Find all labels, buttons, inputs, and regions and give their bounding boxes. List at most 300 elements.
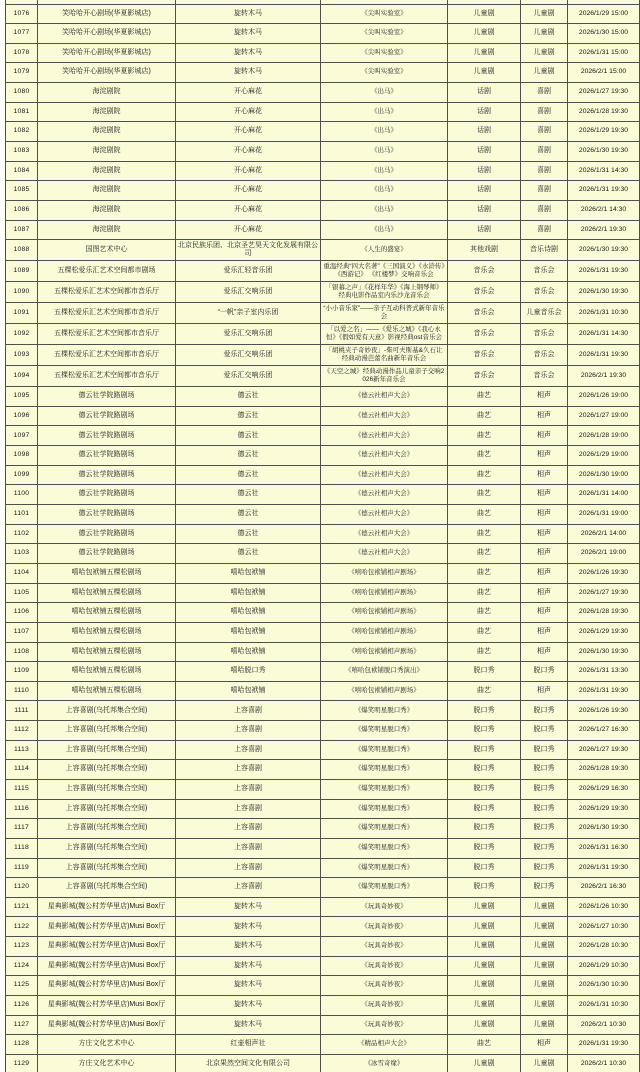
- table-row: [6, 681, 640, 701]
- cell-id: 1113: [6, 740, 38, 760]
- cell-datetime: 2026/2/1 10:30: [568, 1015, 640, 1035]
- cell-datetime: 2026/1/28 10:30: [568, 937, 640, 957]
- cell-category: 脱口秀: [448, 780, 521, 800]
- table-row: [6, 799, 640, 819]
- cell-subcategory: 儿童剧: [521, 917, 568, 937]
- cell-category: 曲艺: [448, 1035, 521, 1055]
- cell-subcategory: 儿童剧: [521, 937, 568, 957]
- cell-troupe: 上容喜剧: [176, 760, 321, 780]
- cell-venue: 国图艺术中心: [38, 240, 176, 261]
- cell-subcategory: 喜剧: [521, 141, 568, 161]
- cell-venue: 星典影城(魏公村芳华里店)Musi Box厅: [38, 917, 176, 937]
- cell-category: 儿童剧: [448, 956, 521, 976]
- cell-datetime: 2026/1/29 19:30: [568, 122, 640, 142]
- cell-category: 音乐会: [448, 261, 521, 282]
- cell-venue: 五棵松爱乐汇艺术空间都市音乐厅: [38, 366, 176, 387]
- cell-venue: 星典影城(魏公村芳华里店)Musi Box厅: [38, 1015, 176, 1035]
- cell-subcategory: 音乐会: [521, 282, 568, 303]
- cell-id: 1114: [6, 760, 38, 780]
- cell-datetime: 2026/1/29 16:30: [568, 780, 640, 800]
- cell-title: 《出马》: [321, 220, 448, 240]
- cell-category: 曲艺: [448, 524, 521, 544]
- cell-troupe: 上容喜剧: [176, 858, 321, 878]
- cell-category: 脱口秀: [448, 721, 521, 741]
- cell-troupe: 德云社: [176, 465, 321, 485]
- cell-troupe: 旋转木马: [176, 4, 321, 24]
- cell-datetime: 2026/1/27 19:30: [568, 583, 640, 603]
- table-row: [6, 701, 640, 721]
- table-row: [6, 426, 640, 446]
- cell-subcategory: 相声: [521, 465, 568, 485]
- table-row: [6, 740, 640, 760]
- cell-troupe: 开心麻花: [176, 161, 321, 181]
- cell-title: 《德云社相声大会》: [321, 446, 448, 466]
- table-row: [6, 996, 640, 1016]
- cell-id: 1108: [6, 642, 38, 662]
- cell-troupe: 开心麻花: [176, 83, 321, 103]
- cell-datetime: 2026/1/27 10:30: [568, 917, 640, 937]
- cell-troupe: 上容喜剧: [176, 819, 321, 839]
- cell-venue: 上容喜剧(乌托邦集合空间): [38, 721, 176, 741]
- table-row: [6, 642, 640, 662]
- cell-troupe: 德云社: [176, 446, 321, 466]
- cell-venue: 海淀剧院: [38, 102, 176, 122]
- cell-troupe: 红壶相声社: [176, 1035, 321, 1055]
- cell-datetime: 2026/1/29 19:00: [568, 446, 640, 466]
- cell-category: 音乐会: [448, 345, 521, 366]
- table-row: [6, 387, 640, 407]
- table-row: [6, 4, 640, 24]
- cell-datetime: 2026/1/30 19:30: [568, 819, 640, 839]
- cell-datetime: 2026/2/1 19:30: [568, 220, 640, 240]
- cell-subcategory: 相声: [521, 485, 568, 505]
- cell-title: 「银幕之声」《花样年华》《海上钢琴师》经典电影作品室内乐沙龙音乐会: [321, 282, 448, 303]
- cell-subcategory: 音乐会: [521, 324, 568, 345]
- table-row: [6, 956, 640, 976]
- cell-venue: 德云社学院路剧场: [38, 524, 176, 544]
- cell-datetime: 2026/1/28 19:30: [568, 102, 640, 122]
- cell-datetime: 2026/1/29 19:30: [568, 799, 640, 819]
- cell-datetime: 2026/1/31 14:00: [568, 485, 640, 505]
- cell-id: 1120: [6, 878, 38, 898]
- cell-title: 《嘻哈包袱铺相声剧场》: [321, 642, 448, 662]
- cell-subcategory: 脱口秀: [521, 740, 568, 760]
- cell-venue: 上容喜剧(乌托邦集合空间): [38, 780, 176, 800]
- cell-title: 《玩具奇妙夜》: [321, 996, 448, 1016]
- cell-datetime: 2026/1/28 19:00: [568, 426, 640, 446]
- cell-datetime: 2026/2/1 14:30: [568, 200, 640, 220]
- cell-venue: 星典影城(魏公村芳华里店)Musi Box厅: [38, 976, 176, 996]
- cell-id: 1076: [6, 4, 38, 24]
- cell-id: 1107: [6, 622, 38, 642]
- cell-id: 1112: [6, 721, 38, 741]
- cell-venue: 笑哈哈开心剧场(华夏影城店): [38, 63, 176, 83]
- cell-datetime: 2026/1/26 19:00: [568, 387, 640, 407]
- cell-title: 《爆笑明星脱口秀》: [321, 819, 448, 839]
- cell-troupe: 开心麻花: [176, 122, 321, 142]
- cell-subcategory: 脱口秀: [521, 721, 568, 741]
- cell-title: 《爆笑明星脱口秀》: [321, 701, 448, 721]
- cell-id: 1122: [6, 917, 38, 937]
- cell-troupe: 旋转木马: [176, 1015, 321, 1035]
- cell-category: 脱口秀: [448, 838, 521, 858]
- table-row: [6, 345, 640, 366]
- cell-troupe: 旋转木马: [176, 917, 321, 937]
- cell-id: 1117: [6, 819, 38, 839]
- cell-title: 《爆笑明星脱口秀》: [321, 721, 448, 741]
- table-row: [6, 563, 640, 583]
- cell-troupe: 上容喜剧: [176, 721, 321, 741]
- cell-datetime: 2026/1/28 19:30: [568, 760, 640, 780]
- cell-venue: 笑哈哈开心剧场(华夏影城店): [38, 4, 176, 24]
- cell-category: 儿童剧: [448, 976, 521, 996]
- cell-id: 1077: [6, 24, 38, 44]
- cell-venue: 星典影城(魏公村芳华里店)Musi Box厅: [38, 937, 176, 957]
- cell-datetime: 2026/1/28 19:30: [568, 603, 640, 623]
- cell-subcategory: 儿童剧: [521, 897, 568, 917]
- cell-troupe: 旋转木马: [176, 24, 321, 44]
- cell-id: 1102: [6, 524, 38, 544]
- cell-troupe: 北京民族乐团、北京圣艺昊天文化发展有限公司: [176, 240, 321, 261]
- cell-subcategory: 音乐会: [521, 261, 568, 282]
- cell-title: 《嘻哈包袱铺相声剧场》: [321, 563, 448, 583]
- table-row: [6, 622, 640, 642]
- table-row: [6, 324, 640, 345]
- cell-subcategory: 音乐会: [521, 345, 568, 366]
- cell-venue: 上容喜剧(乌托邦集合空间): [38, 838, 176, 858]
- cell-datetime: 2026/1/31 10:30: [568, 996, 640, 1016]
- cell-datetime: 2026/2/1 19:00: [568, 544, 640, 564]
- cell-category: 音乐会: [448, 303, 521, 324]
- cell-category: 儿童剧: [448, 996, 521, 1016]
- cell-category: 其他戏剧: [448, 240, 521, 261]
- cell-id: 1079: [6, 63, 38, 83]
- cell-title: 《德云社相声大会》: [321, 465, 448, 485]
- table-row: [6, 141, 640, 161]
- cell-id: 1092: [6, 324, 38, 345]
- cell-subcategory: 喜剧: [521, 83, 568, 103]
- cell-datetime: 2026/1/31 19:30: [568, 1035, 640, 1055]
- cell-venue: 五棵松爱乐汇艺术空间都市音乐厅: [38, 345, 176, 366]
- cell-datetime: 2026/1/31 19:30: [568, 858, 640, 878]
- table-row: [6, 897, 640, 917]
- cell-category: 曲艺: [448, 406, 521, 426]
- cell-troupe: 旋转木马: [176, 976, 321, 996]
- cell-troupe: 旋转木马: [176, 937, 321, 957]
- cell-troupe: 旋转木马: [176, 956, 321, 976]
- cell-troupe: 嘻哈脱口秀: [176, 662, 321, 682]
- cell-category: 曲艺: [448, 505, 521, 525]
- table-row: [6, 24, 640, 44]
- cell-title: “小小音乐家”——亲子互动科普式新年音乐会: [321, 303, 448, 324]
- cell-subcategory: 相声: [521, 524, 568, 544]
- cell-subcategory: 喜剧: [521, 122, 568, 142]
- cell-troupe: 开心麻花: [176, 102, 321, 122]
- table-row: [6, 240, 640, 261]
- cell-category: 脱口秀: [448, 740, 521, 760]
- cell-category: 儿童剧: [448, 24, 521, 44]
- cell-category: 曲艺: [448, 544, 521, 564]
- table-row: [6, 819, 640, 839]
- cell-troupe: 德云社: [176, 485, 321, 505]
- table-row: [6, 858, 640, 878]
- cell-category: 曲艺: [448, 465, 521, 485]
- cell-id: 1104: [6, 563, 38, 583]
- cell-title: 《德云社相声大会》: [321, 426, 448, 446]
- cell-title: 「以爱之名」——《爱乐之城》《我心永恒》《假如爱有天意》影视经典ost音乐会: [321, 324, 448, 345]
- cell-troupe: 上容喜剧: [176, 701, 321, 721]
- cell-subcategory: 相声: [521, 1035, 568, 1055]
- table-row: [6, 200, 640, 220]
- cell-troupe: 北京果然空间文化有限公司: [176, 1054, 321, 1072]
- cell-venue: 星典影城(魏公村芳华里店)Musi Box厅: [38, 996, 176, 1016]
- cell-venue: 方庄文化艺术中心: [38, 1035, 176, 1055]
- cell-title: 《玩具奇妙夜》: [321, 937, 448, 957]
- cell-subcategory: 相声: [521, 583, 568, 603]
- cell-category: 曲艺: [448, 603, 521, 623]
- cell-venue: 上容喜剧(乌托邦集合空间): [38, 760, 176, 780]
- cell-id: 1124: [6, 956, 38, 976]
- cell-datetime: 2026/1/31 19:30: [568, 181, 640, 201]
- cell-category: 曲艺: [448, 681, 521, 701]
- cell-datetime: 2026/1/29 15:00: [568, 4, 640, 24]
- cell-venue: 上容喜剧(乌托邦集合空间): [38, 878, 176, 898]
- cell-subcategory: 儿童剧: [521, 1054, 568, 1072]
- cell-id: 1084: [6, 161, 38, 181]
- cell-id: 1116: [6, 799, 38, 819]
- cell-venue: 嘻哈包袱铺五棵松剧场: [38, 622, 176, 642]
- table-row: [6, 662, 640, 682]
- cell-datetime: 2026/2/1 10:30: [568, 1054, 640, 1072]
- cell-subcategory: 脱口秀: [521, 701, 568, 721]
- cell-troupe: 嘻哈包袱铺: [176, 563, 321, 583]
- cell-title: 《天空之城》经典动漫作品儿童亲子交响2026新年音乐会: [321, 366, 448, 387]
- cell-datetime: 2026/1/31 16:30: [568, 838, 640, 858]
- cell-subcategory: 儿童音乐会: [521, 303, 568, 324]
- cell-datetime: 2026/1/27 19:00: [568, 406, 640, 426]
- cell-id: 1095: [6, 387, 38, 407]
- cell-datetime: 2026/1/30 19:00: [568, 465, 640, 485]
- cell-category: 话剧: [448, 141, 521, 161]
- cell-venue: 嘻哈包袱铺五棵松剧场: [38, 603, 176, 623]
- cell-subcategory: 脱口秀: [521, 780, 568, 800]
- cell-title: 《出马》: [321, 181, 448, 201]
- cell-troupe: 德云社: [176, 387, 321, 407]
- cell-category: 脱口秀: [448, 878, 521, 898]
- cell-subcategory: 相声: [521, 603, 568, 623]
- cell-troupe: 德云社: [176, 406, 321, 426]
- cell-title: 《爆笑明星脱口秀》: [321, 740, 448, 760]
- cell-title: 《尖叫实验室》: [321, 4, 448, 24]
- table-row: [6, 878, 640, 898]
- cell-category: 音乐会: [448, 366, 521, 387]
- cell-id: 1087: [6, 220, 38, 240]
- cell-category: 儿童剧: [448, 4, 521, 24]
- cell-title: 《爆笑明星脱口秀》: [321, 858, 448, 878]
- cell-category: 脱口秀: [448, 799, 521, 819]
- table-row: [6, 366, 640, 387]
- cell-id: 1115: [6, 780, 38, 800]
- cell-subcategory: 喜剧: [521, 181, 568, 201]
- cell-title: 《爆笑明星脱口秀》: [321, 799, 448, 819]
- cell-venue: 德云社学院路剧场: [38, 426, 176, 446]
- table-row: [6, 524, 640, 544]
- cell-subcategory: 脱口秀: [521, 838, 568, 858]
- cell-category: 脱口秀: [448, 701, 521, 721]
- cell-subcategory: 相声: [521, 426, 568, 446]
- cell-datetime: 2026/1/27 16:30: [568, 721, 640, 741]
- cell-title: 重温经典“四大名著”《三国演义》《水浒传》《西游记》 《红楼梦》交响音乐会: [321, 261, 448, 282]
- cell-venue: 海淀剧院: [38, 83, 176, 103]
- cell-title: 《玩具奇妙夜》: [321, 917, 448, 937]
- table-row: [6, 1054, 640, 1072]
- table-row: [6, 181, 640, 201]
- cell-venue: 海淀剧院: [38, 200, 176, 220]
- cell-category: 话剧: [448, 181, 521, 201]
- table-row: [6, 917, 640, 937]
- cell-id: 1078: [6, 43, 38, 63]
- cell-venue: 嘻哈包袱铺五棵松剧场: [38, 642, 176, 662]
- cell-troupe: 嘻哈包袱铺: [176, 642, 321, 662]
- table-row: [6, 261, 640, 282]
- cell-datetime: 2026/1/31 10:30: [568, 303, 640, 324]
- table-row: [6, 282, 640, 303]
- cell-title: 《德云社相声大会》: [321, 387, 448, 407]
- cell-subcategory: 儿童剧: [521, 4, 568, 24]
- cell-venue: 德云社学院路剧场: [38, 465, 176, 485]
- cell-id: 1097: [6, 426, 38, 446]
- cell-id: 1118: [6, 838, 38, 858]
- table-row: [6, 603, 640, 623]
- cell-datetime: 2026/1/27 19:30: [568, 740, 640, 760]
- cell-troupe: 德云社: [176, 426, 321, 446]
- cell-datetime: 2026/1/30 19:30: [568, 240, 640, 261]
- cell-troupe: 嘻哈包袱铺: [176, 681, 321, 701]
- table-row: [6, 760, 640, 780]
- cell-venue: 星典影城(魏公村芳华里店)Musi Box厅: [38, 897, 176, 917]
- cell-troupe: 旋转木马: [176, 43, 321, 63]
- cell-category: 儿童剧: [448, 43, 521, 63]
- cell-id: 1121: [6, 897, 38, 917]
- cell-category: 儿童剧: [448, 1015, 521, 1035]
- table-row: [6, 976, 640, 996]
- cell-venue: 方庄文化艺术中心: [38, 1054, 176, 1072]
- table-row: [6, 465, 640, 485]
- cell-id: 1126: [6, 996, 38, 1016]
- cell-datetime: 2026/1/31 14:30: [568, 324, 640, 345]
- cell-troupe: 开心麻花: [176, 181, 321, 201]
- cell-subcategory: 儿童剧: [521, 43, 568, 63]
- cell-title: 《爆笑明星脱口秀》: [321, 780, 448, 800]
- table-row: [6, 1015, 640, 1035]
- cell-troupe: 嘻哈包袱铺: [176, 622, 321, 642]
- cell-title: 《嘻哈包袱铺相声剧场》: [321, 681, 448, 701]
- cell-troupe: 爱乐汇交响乐团: [176, 345, 321, 366]
- cell-subcategory: 相声: [521, 681, 568, 701]
- cell-subcategory: 儿童剧: [521, 1015, 568, 1035]
- table-row: [6, 544, 640, 564]
- cell-subcategory: 儿童剧: [521, 956, 568, 976]
- cell-category: 话剧: [448, 161, 521, 181]
- cell-subcategory: 儿童剧: [521, 63, 568, 83]
- cell-datetime: 2026/1/27 19:30: [568, 83, 640, 103]
- cell-title: 《爆笑明星脱口秀》: [321, 760, 448, 780]
- cell-troupe: 上容喜剧: [176, 838, 321, 858]
- cell-title: 《出马》: [321, 83, 448, 103]
- cell-datetime: 2026/1/26 19:30: [568, 563, 640, 583]
- cell-id: 1125: [6, 976, 38, 996]
- cell-venue: 五棵松爱乐汇艺术空间都市音乐厅: [38, 303, 176, 324]
- cell-datetime: 2026/2/1 15:00: [568, 63, 640, 83]
- cell-subcategory: 相声: [521, 406, 568, 426]
- cell-datetime: 2026/1/30 19:30: [568, 642, 640, 662]
- cell-id: 1109: [6, 662, 38, 682]
- cell-id: 1089: [6, 261, 38, 282]
- cell-venue: 星典影城(魏公村芳华里店)Musi Box厅: [38, 956, 176, 976]
- cell-id: 1085: [6, 181, 38, 201]
- cell-id: 1090: [6, 282, 38, 303]
- cell-troupe: 开心麻花: [176, 200, 321, 220]
- table-row: [6, 1035, 640, 1055]
- cell-id: 1103: [6, 544, 38, 564]
- cell-venue: 嘻哈包袱铺五棵松剧场: [38, 662, 176, 682]
- cell-title: 《出马》: [321, 200, 448, 220]
- cell-venue: 上容喜剧(乌托邦集合空间): [38, 701, 176, 721]
- cell-category: 儿童剧: [448, 937, 521, 957]
- cell-venue: 嘻哈包袱铺五棵松剧场: [38, 681, 176, 701]
- cell-subcategory: 喜剧: [521, 200, 568, 220]
- cell-venue: 海淀剧院: [38, 141, 176, 161]
- cell-subcategory: 相声: [521, 544, 568, 564]
- cell-venue: 五棵松爱乐汇艺术空间都市剧场: [38, 261, 176, 282]
- cell-id: 1096: [6, 406, 38, 426]
- cell-datetime: 2026/1/31 19:30: [568, 681, 640, 701]
- cell-venue: 上容喜剧(乌托邦集合空间): [38, 740, 176, 760]
- cell-troupe: 上容喜剧: [176, 878, 321, 898]
- cell-subcategory: 儿童剧: [521, 24, 568, 44]
- cell-title: 《出马》: [321, 161, 448, 181]
- cell-venue: 上容喜剧(乌托邦集合空间): [38, 799, 176, 819]
- cell-title: 《尖叫实验室》: [321, 24, 448, 44]
- table-row: [6, 838, 640, 858]
- cell-datetime: 2026/1/26 10:30: [568, 897, 640, 917]
- cell-title: 《嘻哈包袱铺相声剧场》: [321, 622, 448, 642]
- cell-troupe: 旋转木马: [176, 996, 321, 1016]
- cell-id: 1094: [6, 366, 38, 387]
- cell-troupe: 开心麻花: [176, 220, 321, 240]
- cell-category: 脱口秀: [448, 858, 521, 878]
- cell-troupe: 上容喜剧: [176, 740, 321, 760]
- cell-category: 曲艺: [448, 426, 521, 446]
- table-row: [6, 122, 640, 142]
- cell-category: 话剧: [448, 83, 521, 103]
- cell-troupe: 爱乐汇交响乐团: [176, 282, 321, 303]
- table-row: [6, 485, 640, 505]
- cell-title: 《爆笑明星脱口秀》: [321, 838, 448, 858]
- cell-troupe: 嘻哈包袱铺: [176, 583, 321, 603]
- table-row: [6, 505, 640, 525]
- cell-id: 1111: [6, 701, 38, 721]
- cell-id: 1119: [6, 858, 38, 878]
- cell-datetime: 2026/1/29 10:30: [568, 956, 640, 976]
- cell-category: 曲艺: [448, 563, 521, 583]
- cell-subcategory: 儿童剧: [521, 976, 568, 996]
- cell-venue: 海淀剧院: [38, 161, 176, 181]
- cell-venue: 笑哈哈开心剧场(华夏影城店): [38, 24, 176, 44]
- cell-venue: 上容喜剧(乌托邦集合空间): [38, 819, 176, 839]
- cell-title: 《出马》: [321, 122, 448, 142]
- cell-datetime: 2026/1/31 14:30: [568, 161, 640, 181]
